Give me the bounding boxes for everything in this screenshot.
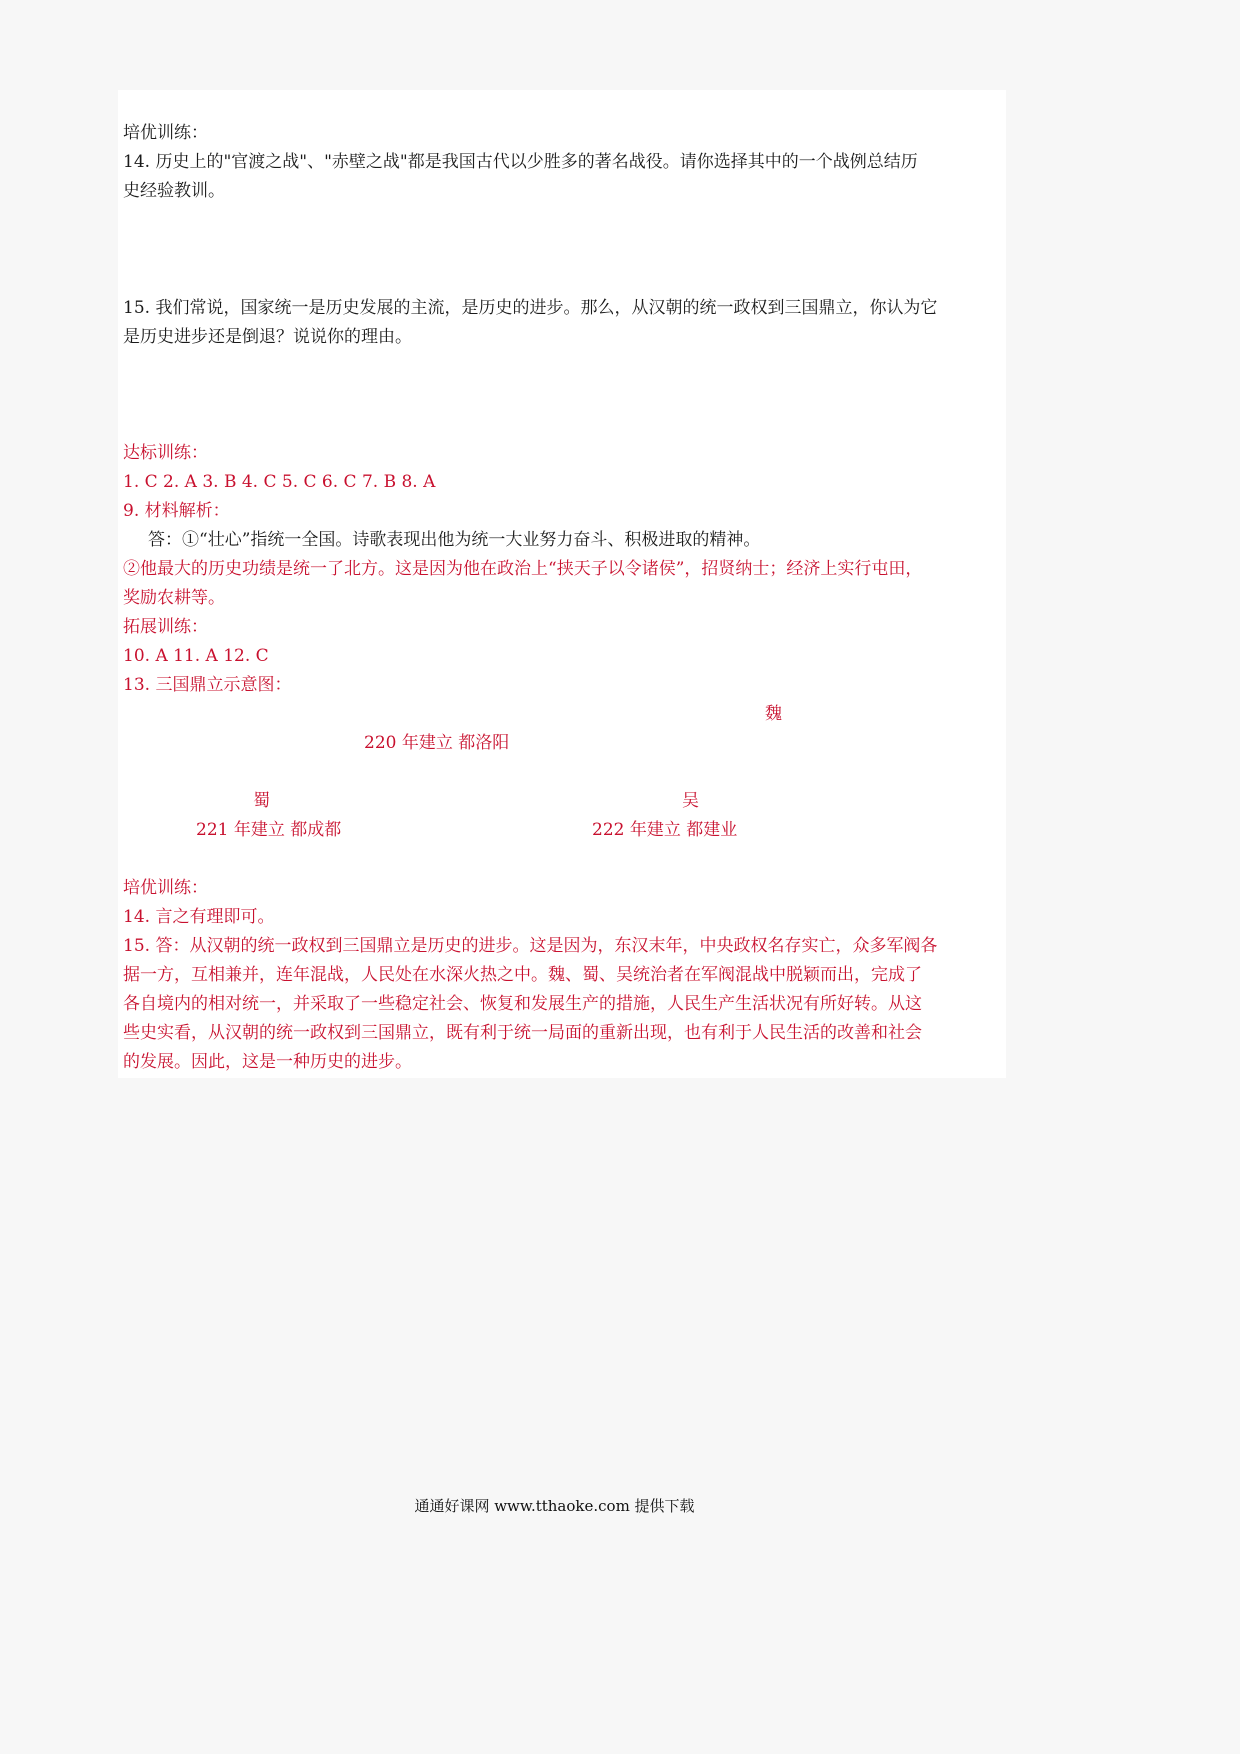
answer-15-line4: 些史实看，从汉朝的统一政权到三国鼎立，既有利于统一局面的重新出现，也有利于人民生活的改善和社会 <box>123 1023 922 1043</box>
wei-info: 220 年建立 都洛阳 <box>364 733 510 753</box>
question-14-line1: 14. 历史上的"官渡之战"、"赤壁之战"都是我国古代以少胜多的著名战役。请你选择其中的一个战例总结历 <box>123 152 918 172</box>
question-15-line1: 15. 我们常说，国家统一是历史发展的主流，是历史的进步。那么，从汉朝的统一政权到三国鼎立，你认为它 <box>123 298 938 318</box>
extension-training-heading: 拓展训练： <box>123 617 208 637</box>
answers-10-12: 10. A 11. A 12. C <box>123 646 269 666</box>
question-13-heading: 13. 三国鼎立示意图： <box>123 675 292 695</box>
answer-14: 14. 言之有理即可。 <box>123 907 275 927</box>
answers-1-8: 1. C 2. A 3. B 4. C 5. C 6. C 7. B 8. A <box>123 472 436 492</box>
footer-credit: 通通好课网 www.tthaoke.com 提供下载 <box>414 1497 695 1515</box>
question-9-answer-2-line2: 奖励农耕等。 <box>123 588 225 608</box>
question-15-line2: 是历史进步还是倒退？说说你的理由。 <box>123 327 412 347</box>
wu-name: 吴 <box>682 791 699 811</box>
wu-info: 222 年建立 都建业 <box>592 820 738 840</box>
question-9-answer-1: 答：①“壮心”指统一全国。诗歌表现出他为统一大业努力奋斗、积极进取的精神。 <box>148 530 761 550</box>
practice-heading: 培优训练： <box>123 123 208 143</box>
question-9-heading: 9. 材料解析： <box>123 501 230 521</box>
answer-15-line2: 据一方，互相兼并，连年混战，人民处在水深火热之中。魏、蜀、吴统治者在军阀混战中脱颖而出，完成了 <box>123 965 922 985</box>
question-9-answer-2-line1: ②他最大的历史功绩是统一了北方。这是因为他在政治上“挟天子以令诸侯”，招贤纳士；经济上实行屯田， <box>123 559 923 579</box>
answer-15-line3: 各自境内的相对统一，并采取了一些稳定社会、恢复和发展生产的措施，人民生产生活状况有所好转。从这 <box>123 994 922 1014</box>
shu-info: 221 年建立 都成都 <box>196 820 342 840</box>
document-page <box>118 90 1006 1078</box>
answer-15-line1: 15. 答：从汉朝的统一政权到三国鼎立是历史的进步。这是因为，东汉末年，中央政权名存实亡，众多军阀各 <box>123 936 938 956</box>
practice-answers-heading: 培优训练： <box>123 878 208 898</box>
answer-15-line5: 的发展。因此，这是一种历史的进步。 <box>123 1052 412 1072</box>
wei-name: 魏 <box>765 704 782 724</box>
question-14-line2: 史经验教训。 <box>123 181 225 201</box>
shu-name: 蜀 <box>253 791 270 811</box>
standard-training-heading: 达标训练： <box>123 443 208 463</box>
